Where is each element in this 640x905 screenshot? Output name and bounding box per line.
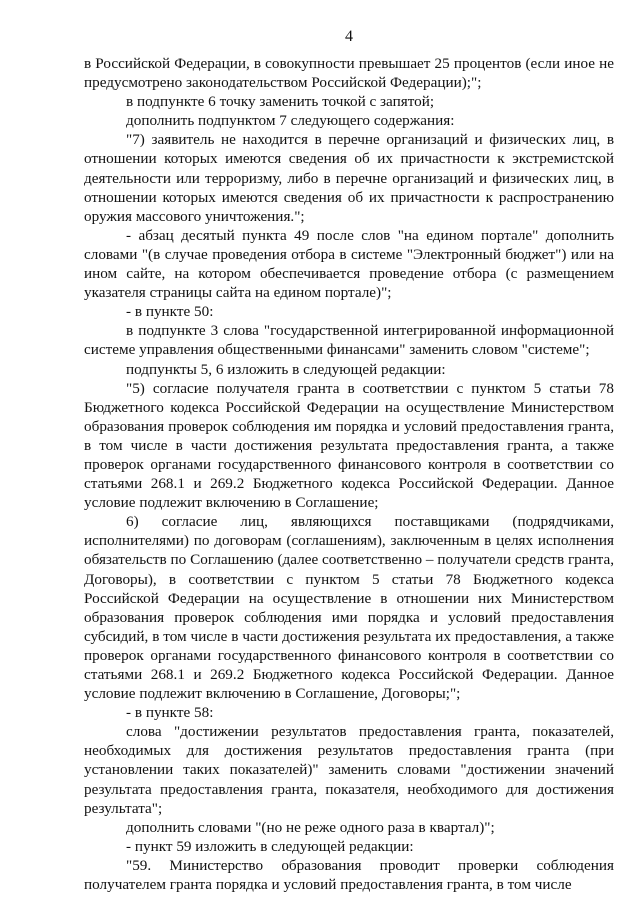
paragraph: дополнить подпунктом 7 следующего содержания: xyxy=(126,112,455,130)
paragraph: "59. Министерство образования проводит проверки соблюдения получателем гранта порядка и условий предоставления гранта, в том числе xyxy=(84,856,614,894)
document-body xyxy=(84,54,614,894)
paragraph: - в пункте 50: xyxy=(126,303,214,321)
paragraph: слова "достижении результатов предоставления гранта, показателей, необходимых для достижения результатов предоставления гранта (при установлении таких показателей)" заменить словами "достижении значений результата предоставления гранта, показателя, необходимого для достижения результата"; xyxy=(84,723,614,817)
paragraph: "7) заявитель не находится в перечне организаций и физических лиц, в отношении которых имеются сведения об их причастности к экстремистской деятельности или терроризму, либо в перечне организаций и физических лиц, в отношении которых имеются сведения об их причастности к распространению оружия массового уничтожения."; xyxy=(84,131,614,225)
paragraph: - в пункте 58: xyxy=(126,704,214,722)
paragraph: дополнить словами "(но не реже одного раза в квартал)"; xyxy=(126,818,495,836)
paragraph: - пункт 59 изложить в следующей редакции: xyxy=(126,837,414,855)
paragraph: "5) согласие получателя гранта в соответствии с пунктом 5 статьи 78 Бюджетного кодекса Российской Федерации на осуществление Министерством образования проверок соблюдения им порядка и условий предоставления гранта, в том числе в части достижения результата предоставления гранта, а также проверок органами государственного финансового контроля в соответствии со статьями 268.1 и 269.2 Бюджетного кодекса Российской Федерации. Данное условие подлежит включению в Соглашение; xyxy=(84,379,614,512)
paragraph: подпункты 5, 6 изложить в следующей редакции: xyxy=(126,360,446,378)
paragraph: 6) согласие лиц, являющихся поставщиками (подрядчиками, исполнителями) по договорам (соглашениям), заключенным в целях исполнения обязательств по Соглашению (далее соответственно – получатели средств гранта, Договоры), в соответствии с пунктом 5 статьи 78 Бюджетного кодекса Российской Федерации на осуществление в отношении них Министерством образования проверок соблюдения ими порядка и условий предоставления субсидий, в том числе в части достижения результата их предоставления, а также проверок органами государственного финансового контроля в соответствии со статьями 268.1 и 269.2 Бюджетного кодекса Российской Федерации. Данное условие подлежит включению в Соглашение, Договоры;"; xyxy=(84,513,614,703)
paragraph: в Российской Федерации, в совокупности превышает 25 процентов (если иное не предусмотрено законодательством Российской Федерации);"; xyxy=(84,55,614,92)
paragraph: в подпункте 3 слова "государственной интегрированной информационной системе управления общественными финансами" заменить словом "системе"; xyxy=(84,322,614,359)
page-number: 4 xyxy=(345,28,353,45)
paragraph: - абзац десятый пункта 49 после слов "на едином портале" дополнить словами "(в случае проведения отбора в системе "Электронный бюджет") или на ином сайте, на котором обеспечивается проведение отбора (с размещением указателя страницы сайта на едином портале)"; xyxy=(84,226,614,302)
paragraph: в подпункте 6 точку заменить точкой с запятой; xyxy=(126,93,435,111)
